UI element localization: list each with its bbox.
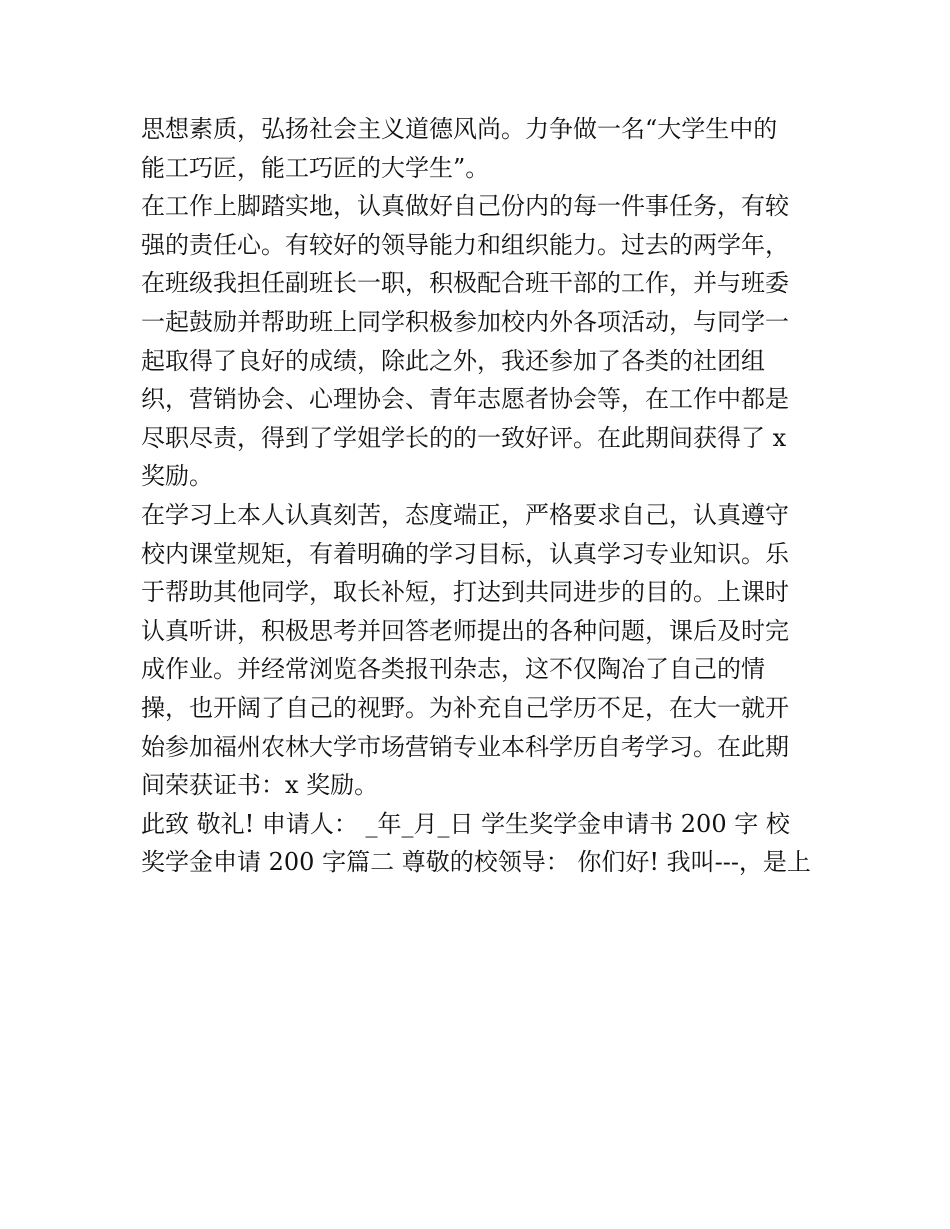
text-line: 奖励。	[141, 462, 213, 491]
text-line: 间荣获证书：x 奖励。	[141, 771, 379, 800]
text-line: 认真听讲，积极思考并回答老师提出的各种问题，课后及时完	[141, 616, 789, 645]
text-line: 奖学金申请 200 字篇二 尊敬的校领导： 你们好! 我叫---，是上	[141, 848, 811, 877]
text-line: 织，营销协会、心理协会、青年志愿者协会等，在工作中都是	[141, 385, 789, 414]
text-line: 思想素质，弘扬社会主义道德风尚。力争做一名“大学生中的	[141, 115, 778, 143]
text-line: 在学习上本人认真刻苦，态度端正，严格要求自己，认真遵守	[141, 500, 789, 529]
text-line: 此致 敬礼! 申请人： _年_月_日 学生奖学金申请书 200 字 校	[141, 809, 790, 838]
text-line: 尽职尽责，得到了学姐学长的的一致好评。在此期间获得了 x	[141, 423, 787, 452]
text-line: 在班级我担任副班长一职，积极配合班干部的工作，并与班委	[141, 269, 789, 298]
text-line: 起取得了良好的成绩，除此之外，我还参加了各类的社团组	[141, 346, 765, 375]
text-line: 成作业。并经常浏览各类报刊杂志，这不仅陶冶了自己的情	[141, 655, 765, 684]
text-line: 操，也开阔了自己的视野。为补充自己学历不足，在大一就开	[141, 693, 789, 722]
text-line: 一起鼓励并帮助班上同学积极参加校内外各项活动，与同学一	[141, 307, 789, 336]
text-line: 在工作上脚踏实地，认真做好自己份内的每一件事任务，有较	[141, 192, 789, 221]
text-line: 于帮助其他同学，取长补短，打达到共同进步的目的。上课时	[141, 578, 789, 607]
text-line: 强的责任心。有较好的领导能力和组织能力。过去的两学年，	[141, 230, 789, 259]
text-line: 能工巧匠，能工巧匠的大学生”。	[141, 153, 490, 182]
text-line: 校内课堂规矩，有着明确的学习目标，认真学习专业知识。乐	[141, 539, 789, 568]
text-line: 始参加福州农林大学市场营销专业本科学历自考学习。在此期	[141, 732, 789, 761]
document-body	[141, 110, 821, 882]
